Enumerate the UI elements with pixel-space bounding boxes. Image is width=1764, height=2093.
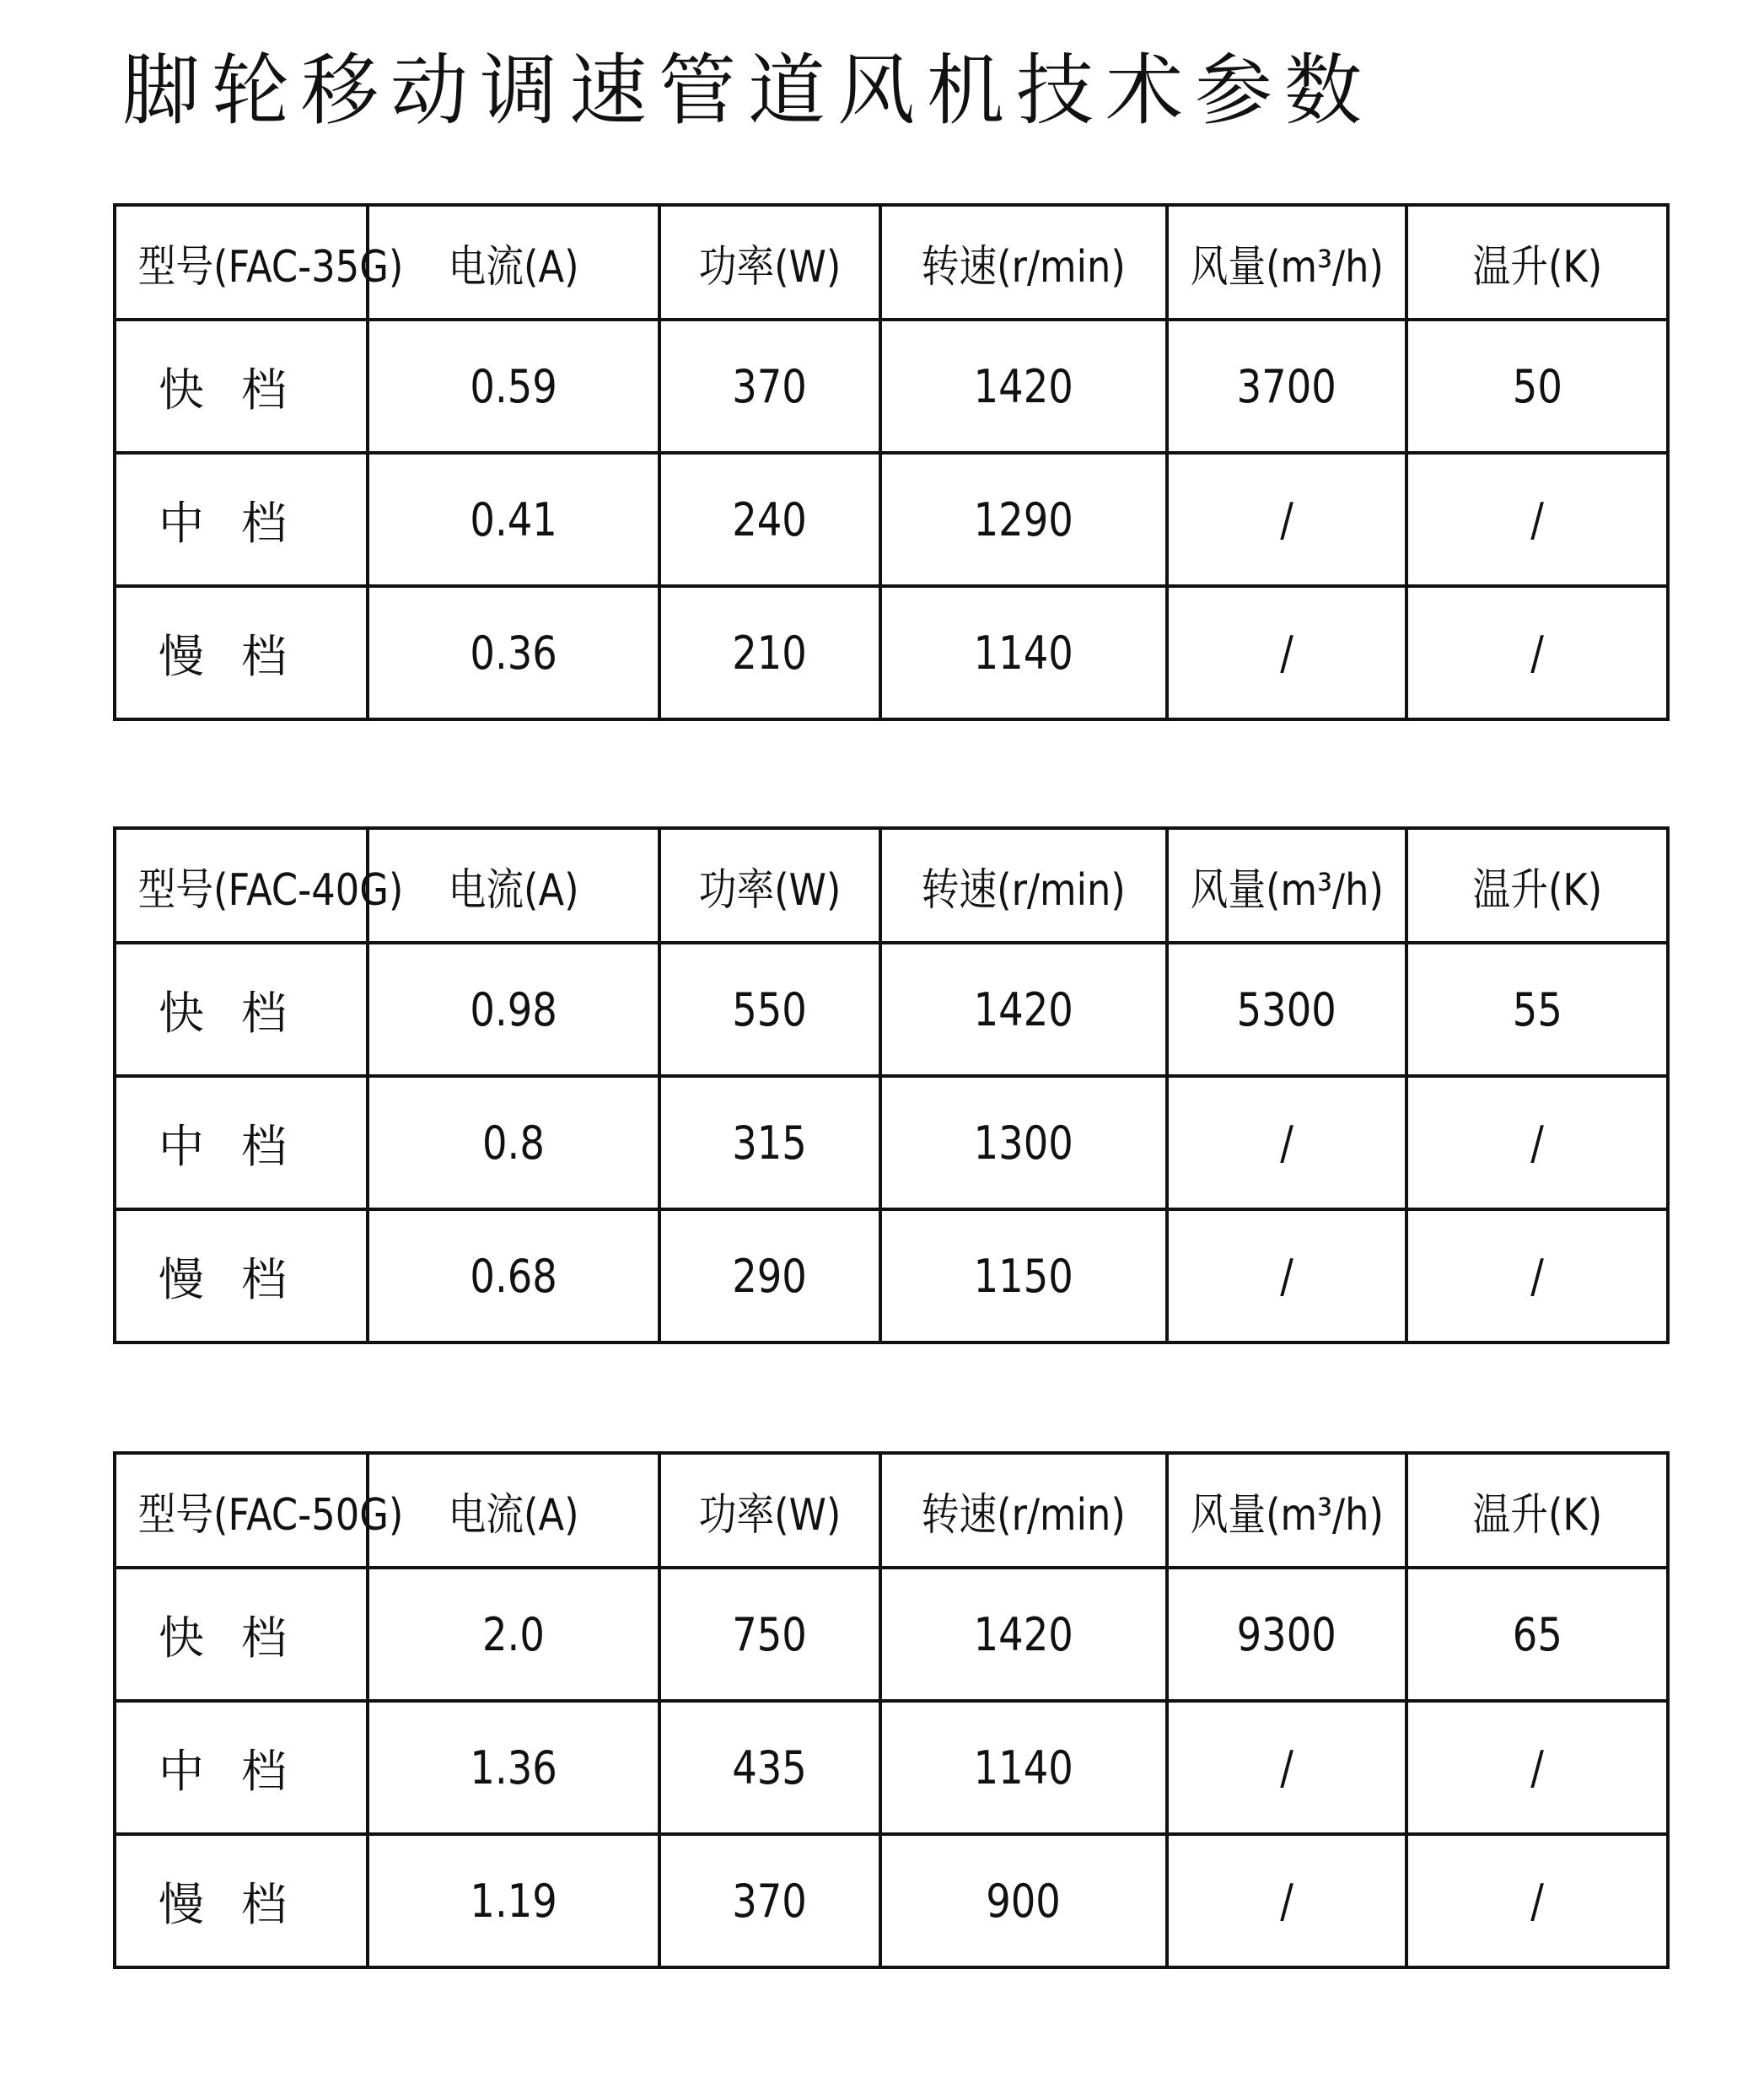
header-flow — [1167, 1453, 1406, 1568]
header-speed — [880, 205, 1167, 320]
header-temp — [1406, 205, 1668, 320]
speed-value: 1140 — [973, 626, 1074, 680]
table-row — [115, 1568, 1668, 1701]
speed-label: 转速(r/min) — [921, 1489, 1127, 1541]
current-value: 1.19 — [470, 1874, 557, 1928]
spec-table-fac-50g — [113, 1451, 1670, 1969]
table-row — [115, 320, 1668, 453]
current-cell — [368, 586, 659, 719]
gear-cell: 慢档 — [115, 586, 368, 719]
header-power — [659, 1453, 880, 1568]
power-label: 功率(W) — [698, 241, 842, 293]
current-cell — [368, 943, 659, 1076]
speed-label: 转速(r/min) — [921, 241, 1127, 293]
speed-value: 1420 — [973, 1607, 1074, 1661]
speed-value: 1150 — [973, 1249, 1074, 1303]
temp-value: 55 — [1512, 982, 1562, 1036]
flow-cell — [1167, 1701, 1406, 1834]
flow-value: / — [1280, 1249, 1293, 1303]
power-cell — [659, 586, 880, 719]
power-value: 370 — [732, 1874, 808, 1928]
flow-cell — [1167, 1209, 1406, 1342]
flow-value: / — [1280, 1741, 1293, 1794]
power-cell — [659, 943, 880, 1076]
speed-value: 1140 — [973, 1741, 1074, 1794]
temp-value: / — [1530, 1741, 1544, 1794]
speed-cell — [880, 1076, 1167, 1209]
current-label: 电流(A) — [448, 1489, 579, 1541]
flow-cell — [1167, 586, 1406, 719]
flow-label: 风量(m³/h) — [1190, 241, 1384, 293]
header-current — [368, 205, 659, 320]
power-label: 功率(W) — [698, 864, 842, 916]
table-header-row — [115, 828, 1668, 943]
flow-value: / — [1280, 626, 1293, 680]
current-value: 1.36 — [470, 1741, 557, 1794]
current-value: 0.68 — [470, 1249, 557, 1303]
temp-value: 50 — [1512, 359, 1562, 413]
temp-cell — [1406, 1209, 1668, 1342]
speed-cell — [880, 943, 1167, 1076]
current-cell — [368, 1568, 659, 1701]
flow-value: 5300 — [1236, 982, 1337, 1036]
current-value: 0.36 — [470, 626, 557, 680]
flow-value: / — [1280, 492, 1293, 546]
speed-cell — [880, 453, 1167, 586]
header-speed — [880, 828, 1167, 943]
power-value: 315 — [732, 1116, 808, 1170]
flow-cell — [1167, 1568, 1406, 1701]
table-row — [115, 1701, 1668, 1834]
power-cell — [659, 1076, 880, 1209]
temp-value: / — [1530, 1874, 1544, 1928]
power-cell — [659, 1834, 880, 1967]
current-cell — [368, 1701, 659, 1834]
flow-label: 风量(m³/h) — [1190, 1489, 1384, 1541]
temp-value: / — [1530, 492, 1544, 546]
temp-cell — [1406, 1834, 1668, 1967]
temp-value: 65 — [1512, 1607, 1562, 1661]
header-flow — [1167, 828, 1406, 943]
flow-value: 3700 — [1236, 359, 1337, 413]
header-model — [115, 828, 404, 943]
power-cell — [659, 1568, 880, 1701]
model-label: 型号(FAC-40G) — [137, 864, 404, 916]
header-current — [368, 1453, 659, 1568]
power-value: 290 — [732, 1249, 808, 1303]
flow-cell — [1167, 1834, 1406, 1967]
current-value: 0.41 — [470, 492, 557, 546]
temp-label: 温升(K) — [1472, 1489, 1602, 1541]
flow-cell — [1167, 943, 1406, 1076]
flow-cell — [1167, 453, 1406, 586]
header-speed — [880, 1453, 1167, 1568]
speed-cell — [880, 586, 1167, 719]
page-title: 脚轮移动调速管道风机技术参数 — [122, 46, 1374, 136]
temp-label: 温升(K) — [1472, 864, 1602, 916]
speed-cell — [880, 1701, 1167, 1834]
temp-value: / — [1530, 1249, 1544, 1303]
speed-cell — [880, 1834, 1167, 1967]
gear-cell: 中档 — [115, 1701, 368, 1834]
power-value: 240 — [732, 492, 808, 546]
header-power — [659, 828, 880, 943]
table-row — [115, 1209, 1668, 1342]
speed-label: 转速(r/min) — [921, 864, 1127, 916]
flow-value: 9300 — [1236, 1607, 1337, 1661]
speed-value: 1290 — [973, 492, 1074, 546]
flow-value: / — [1280, 1116, 1293, 1170]
table-row — [115, 943, 1668, 1076]
table-row — [115, 1076, 1668, 1209]
table-row — [115, 453, 1668, 586]
header-power — [659, 205, 880, 320]
header-temp — [1406, 1453, 1668, 1568]
flow-label: 风量(m³/h) — [1190, 864, 1384, 916]
current-cell — [368, 1209, 659, 1342]
temp-cell — [1406, 453, 1668, 586]
speed-cell — [880, 1209, 1167, 1342]
power-value: 370 — [732, 359, 808, 413]
spec-table-fac-35g — [113, 203, 1670, 721]
header-current — [368, 828, 659, 943]
speed-cell — [880, 1568, 1167, 1701]
power-value: 435 — [732, 1741, 808, 1794]
speed-value: 1420 — [973, 982, 1074, 1036]
temp-cell — [1406, 1701, 1668, 1834]
table-row — [115, 1834, 1668, 1967]
spec-table-fac-40g — [113, 826, 1670, 1344]
power-cell — [659, 320, 880, 453]
table-header-row — [115, 205, 1668, 320]
table-header-row — [115, 1453, 1668, 1568]
temp-value: / — [1530, 1116, 1544, 1170]
model-label: 型号(FAC-50G) — [137, 1489, 404, 1541]
temp-cell — [1406, 943, 1668, 1076]
header-model — [115, 1453, 404, 1568]
gear-cell: 中档 — [115, 1076, 368, 1209]
gear-cell: 慢档 — [115, 1834, 368, 1967]
power-value: 210 — [732, 626, 808, 680]
gear-cell: 慢档 — [115, 1209, 368, 1342]
speed-value: 1420 — [973, 359, 1074, 413]
temp-cell — [1406, 1568, 1668, 1701]
current-label: 电流(A) — [448, 864, 579, 916]
model-label: 型号(FAC-35G) — [137, 241, 404, 293]
current-value: 0.8 — [482, 1116, 545, 1170]
temp-label: 温升(K) — [1472, 241, 1602, 293]
power-label: 功率(W) — [698, 1489, 842, 1541]
power-value: 550 — [732, 982, 808, 1036]
current-value: 2.0 — [482, 1607, 545, 1661]
speed-value: 900 — [986, 1874, 1062, 1928]
header-model — [115, 205, 404, 320]
temp-value: / — [1530, 626, 1544, 680]
flow-cell — [1167, 320, 1406, 453]
current-value: 0.59 — [470, 359, 557, 413]
current-cell — [368, 1834, 659, 1967]
table-row — [115, 586, 1668, 719]
speed-cell — [880, 320, 1167, 453]
flow-value: / — [1280, 1874, 1293, 1928]
power-cell — [659, 1701, 880, 1834]
gear-cell: 快档 — [115, 943, 368, 1076]
temp-cell — [1406, 1076, 1668, 1209]
current-cell — [368, 453, 659, 586]
current-label: 电流(A) — [448, 241, 579, 293]
header-temp — [1406, 828, 1668, 943]
temp-cell — [1406, 320, 1668, 453]
current-cell — [368, 320, 659, 453]
current-value: 0.98 — [470, 982, 557, 1036]
gear-cell: 快档 — [115, 320, 368, 453]
power-cell — [659, 1209, 880, 1342]
speed-value: 1300 — [973, 1116, 1074, 1170]
power-cell — [659, 453, 880, 586]
gear-cell: 中档 — [115, 453, 368, 586]
power-value: 750 — [732, 1607, 808, 1661]
temp-cell — [1406, 586, 1668, 719]
current-cell — [368, 1076, 659, 1209]
flow-cell — [1167, 1076, 1406, 1209]
gear-cell: 快档 — [115, 1568, 368, 1701]
header-flow — [1167, 205, 1406, 320]
